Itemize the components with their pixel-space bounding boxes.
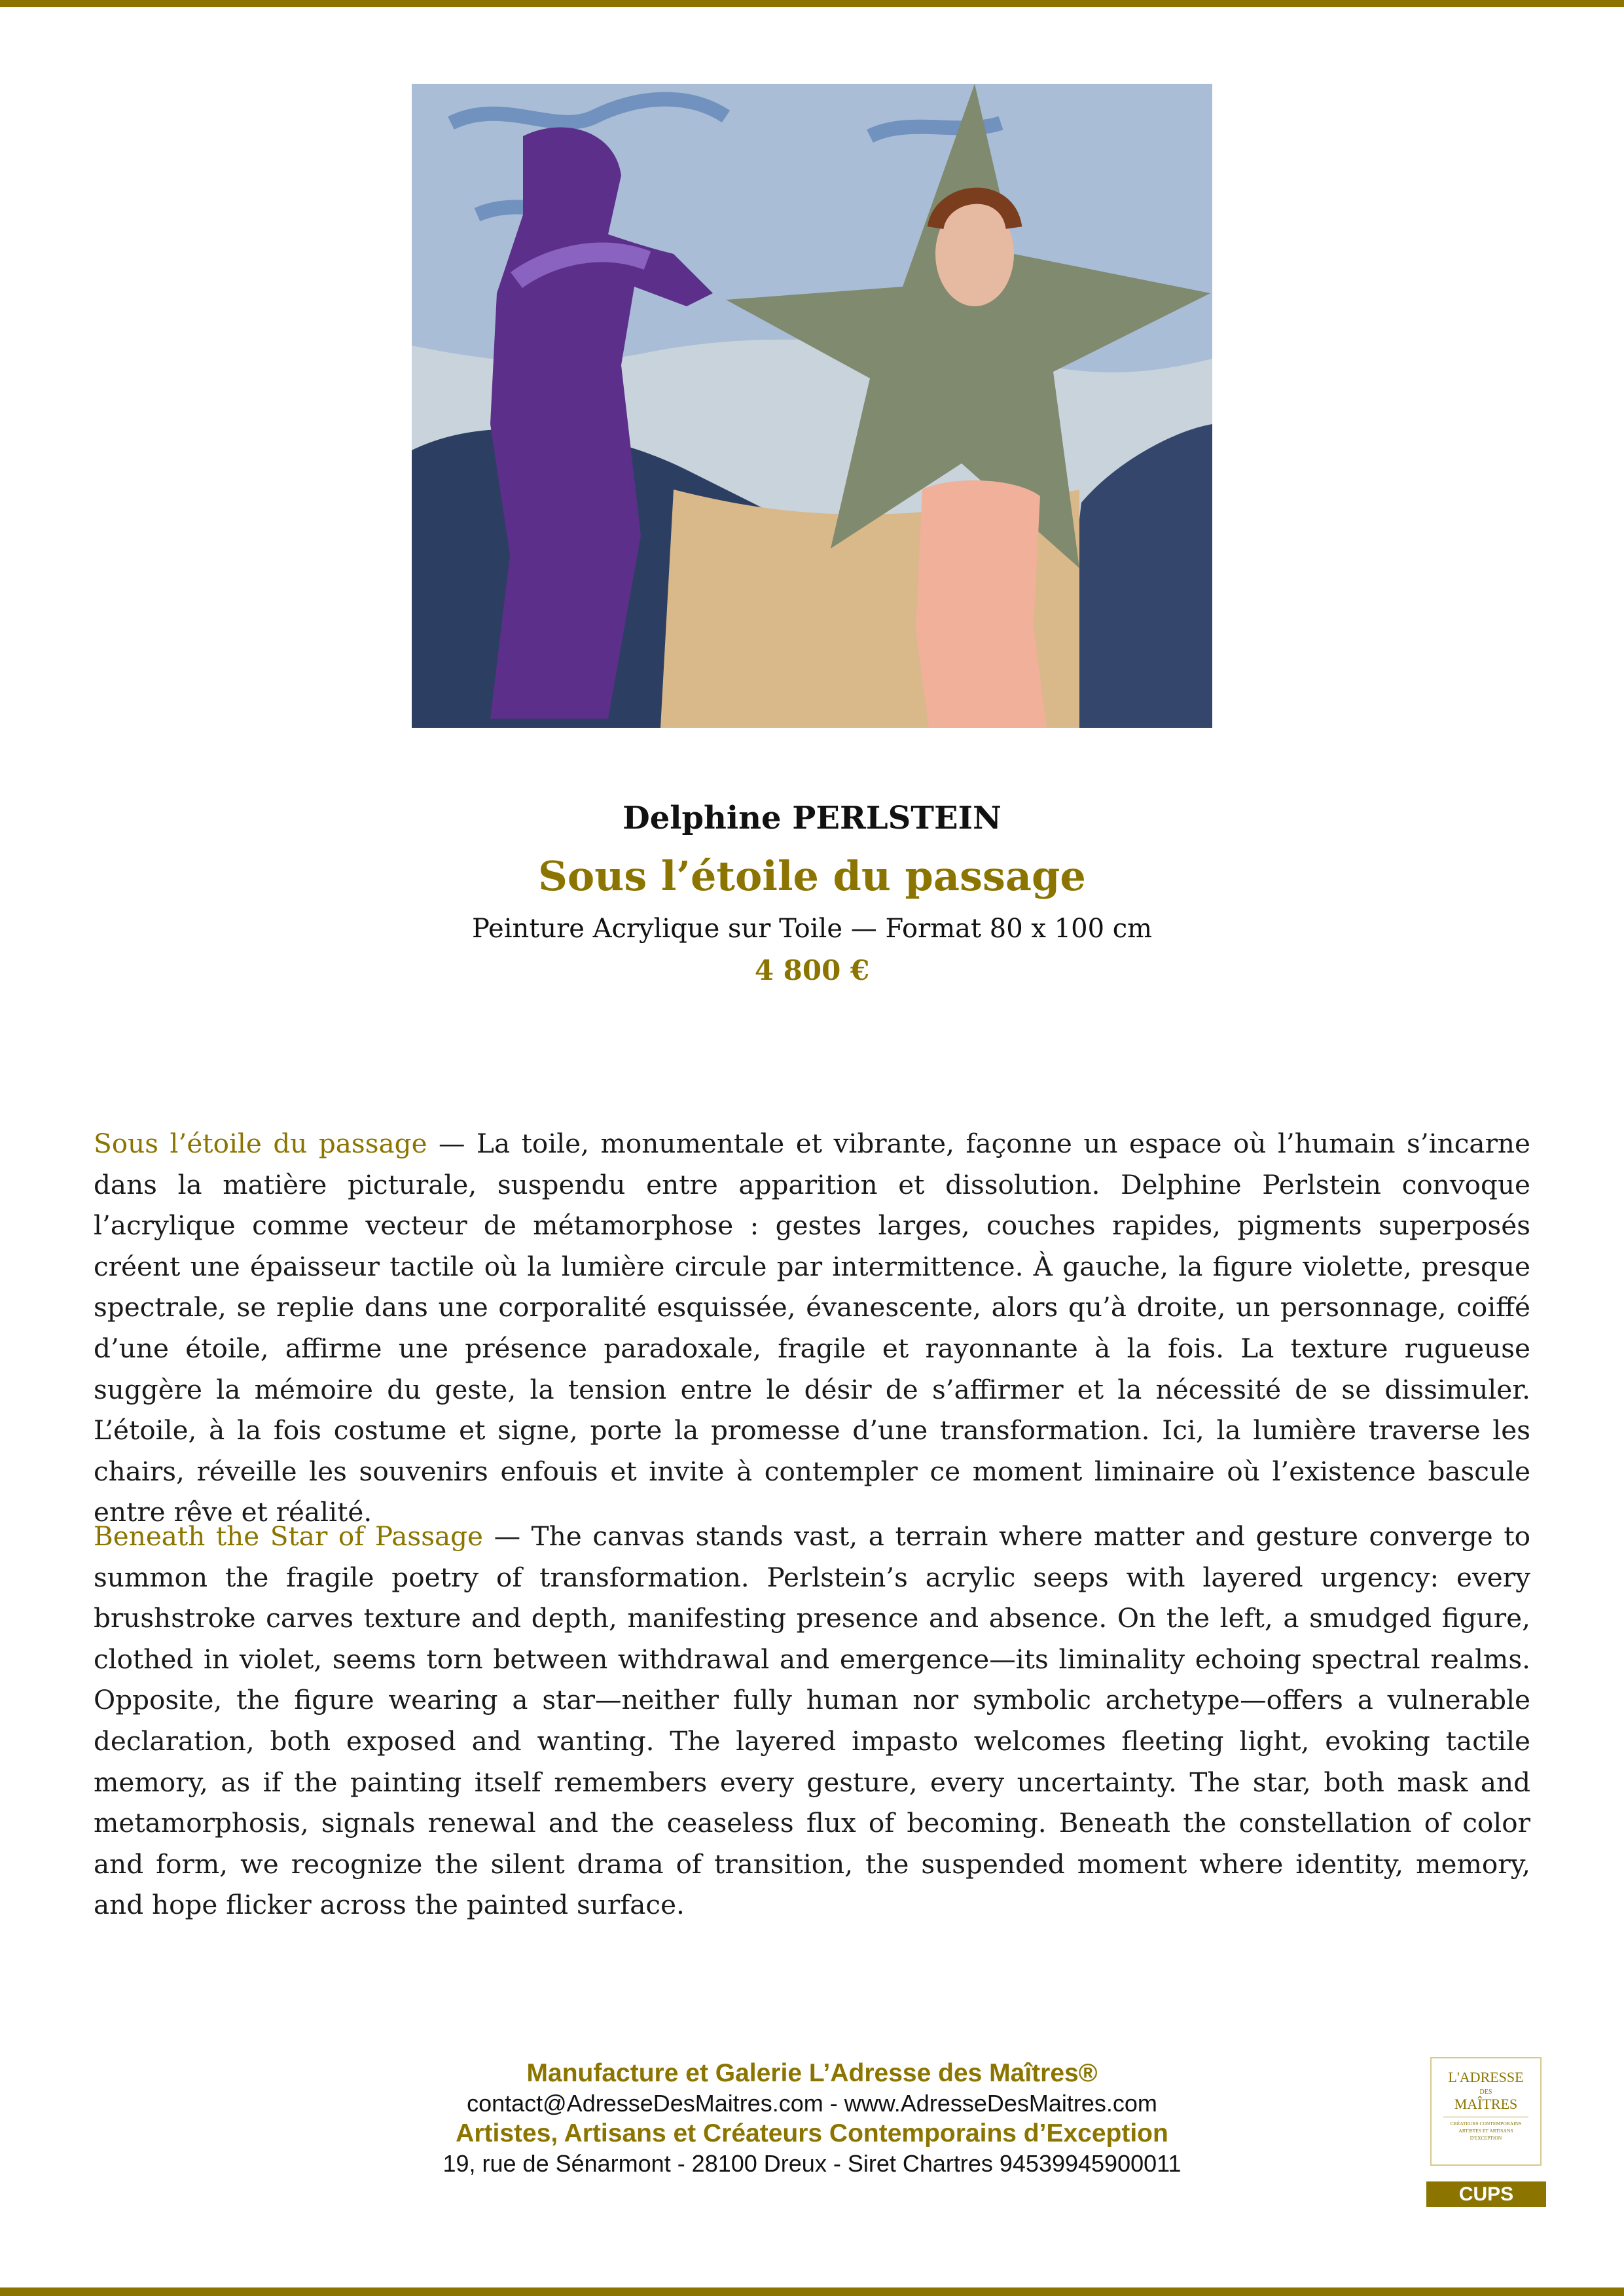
logo-line3: MAÎTRES <box>1454 2096 1518 2112</box>
painting-image <box>412 84 1212 728</box>
english-lead: Beneath the Star of Passage <box>94 1520 484 1552</box>
artist-name: Delphine PERLSTEIN <box>623 800 1001 836</box>
bottom-border <box>0 2287 1624 2296</box>
footer-company: Manufacture et Galerie L’Adresse des Maîtres® <box>526 2059 1098 2087</box>
footer-tagline: Artistes, Artisans et Créateurs Contemporains d’Exception <box>456 2119 1168 2147</box>
footer-address: 19, rue de Sénarmont - 28100 Dreux - Siret Chartres 94539945900011 <box>442 2150 1182 2177</box>
footer-contact: contact@AdresseDesMaitres.com - www.AdresseDesMaitres.com <box>467 2090 1157 2117</box>
top-border <box>0 0 1624 7</box>
artwork-medium: Peinture Acrylique sur Toile — Format 80 x 100 cm <box>471 914 1153 944</box>
cups-badge: CUPS <box>1426 2181 1546 2207</box>
logo-sub3: D'EXCEPTION <box>1470 2135 1502 2141</box>
logo-sub1: CRÉATEURS CONTEMPORAINS <box>1450 2121 1522 2126</box>
english-text: — The canvas stands vast, a terrain where matter and gesture converge to summon the fragile poetry of transformation. Perlstein’s acrylic seeps with layered urgency: every brushstroke carves texture and depth, manifesting presence and absence. On the left, a smudged figure, clothed in violet, seems torn between withdrawal and emergence—its liminality echoing spectral realms. Opposite, the figure wearing a star—neither fully human nor symbolic archetype—offers a vulnerable declaration, both exposed and wanting. The layered impasto welcomes fleeting light, evoking tactile memory, as if the painting itself remembers every gesture, every uncertainty. The star, both mask and metamorphosis, signals renewal and the ceaseless flux of becoming. Beneath the constellation of color and form, we recognize the silent drama of transition, the suspended moment where identity, memory, and hope flicker across the painted surface. <box>94 1520 1530 1921</box>
description-english <box>94 1516 1530 1926</box>
artwork-price: 4 800 € <box>754 954 870 986</box>
french-text: — La toile, monumentale et vibrante, façonne un espace où l’humain s’incarne dans la matière picturale, suspendu entre apparition et dissolution. Delphine Perlstein convoque l’acrylique comme vecteur de métamorphose : gestes larges, couches rapides, pigments superposés créent une épaisseur tactile où la lumière circule par intermittence. À gauche, la figure violette, presque spectrale, se replie dans une corporalité esquissée, évanescente, alors qu’à droite, un personnage, coiffé d’une étoile, affirme une présence paradoxale, fragile et rayonnante à la fois. La texture rugueuse suggère la mémoire du geste, la tension entre le désir de s’affirmer et la nécessité de se dissimuler. L’étoile, à la fois costume et signe, porte la promesse d’une transformation. Ici, la lumière traverse les chairs, réveille les souvenirs enfouis et invite à contempler ce moment liminaire où l’existence bascule entre rêve et réalité. <box>94 1128 1530 1528</box>
logo-line2: DES <box>1479 2089 1492 2096</box>
gallery-logo <box>1430 2057 1542 2166</box>
footer <box>0 2058 1624 2179</box>
artwork-title: Sous l’étoile du passage <box>538 852 1086 900</box>
logo-sub2: ARTISTES ET ARTISANS <box>1458 2128 1513 2134</box>
french-lead: Sous l’étoile du passage <box>94 1128 427 1159</box>
logo-line1: L'ADRESSE <box>1448 2069 1524 2085</box>
description-french <box>94 1123 1530 1533</box>
